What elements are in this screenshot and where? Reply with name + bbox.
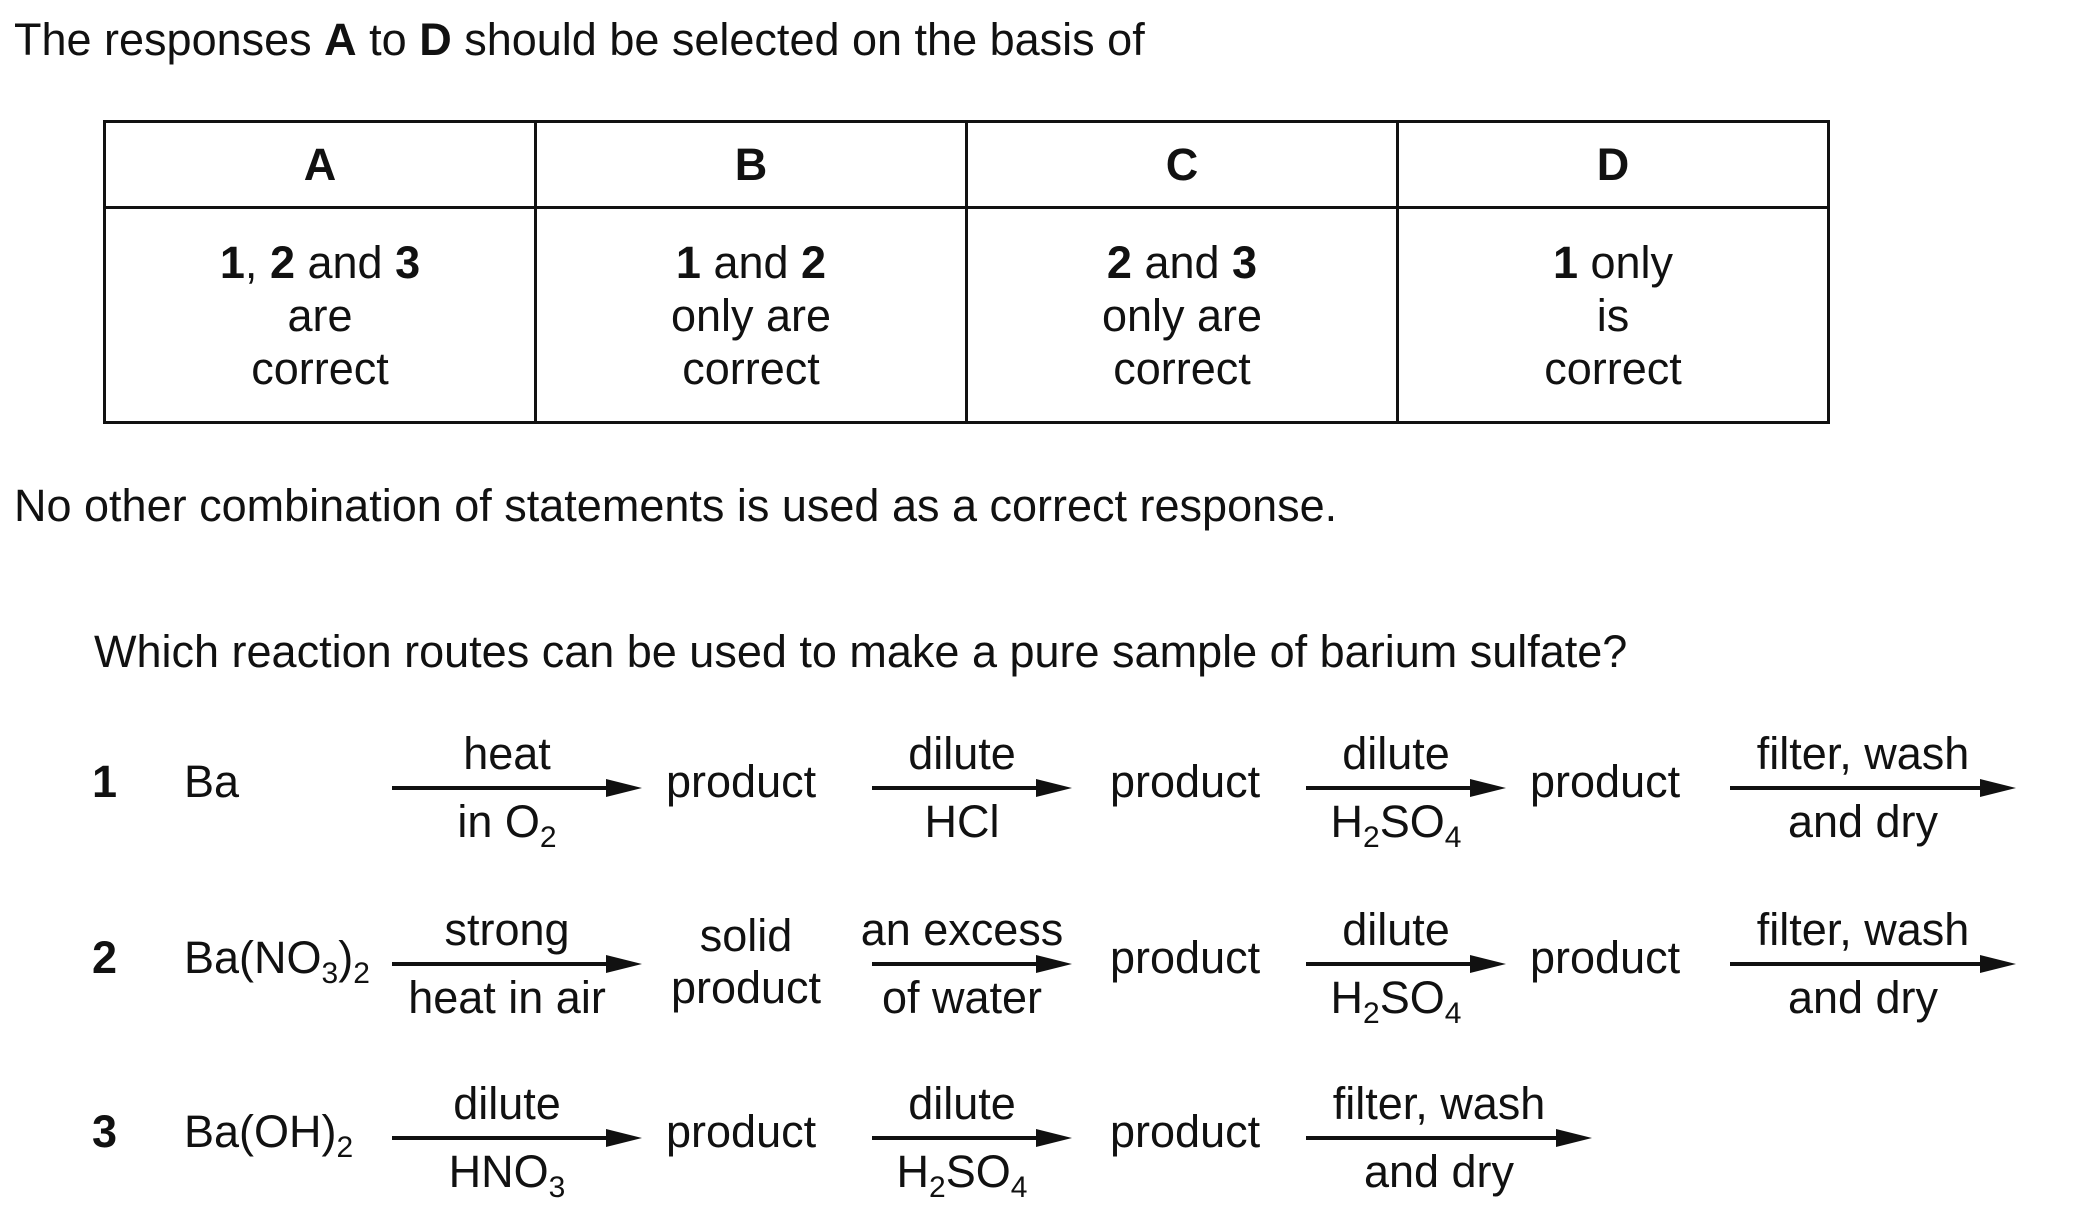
intro-text — [14, 14, 1145, 66]
intro-pre: The responses — [14, 14, 325, 65]
route-2-arrow-3-h: H — [1330, 972, 1364, 1023]
key-c-line2: only are — [1101, 289, 1263, 341]
route-2-arrow-1-below: heat in air — [408, 972, 606, 1023]
route-1-arrow-3-h: H — [1330, 796, 1364, 847]
key-c-line3: correct — [1113, 342, 1251, 394]
route-3-product-1: product — [666, 1106, 817, 1157]
key-c-sep1: and — [1131, 236, 1233, 288]
key-cell-a — [105, 208, 536, 423]
route-1-arrow-3-below — [1286, 796, 1506, 854]
route-2-number: 2 — [92, 932, 118, 983]
key-cell-d — [1398, 208, 1829, 423]
route-3-arrow-2-h: H — [896, 1146, 930, 1197]
key-d-sep1: only — [1577, 236, 1674, 288]
route-1-arrow-3-sub2: 4 — [1444, 821, 1462, 854]
route-2-arrow-4-above: filter, wash — [1756, 904, 1970, 955]
key-a-sep1: , — [244, 236, 270, 288]
route-3-start-sub: 2 — [336, 1131, 354, 1164]
key-c-num1: 2 — [1106, 236, 1132, 288]
key-b-line2: only are — [670, 289, 832, 341]
key-b-line3: correct — [682, 342, 820, 394]
key-cell-c — [967, 208, 1398, 423]
key-header-row — [105, 122, 1829, 208]
route-1-arrow-2-above: dilute — [908, 728, 1016, 779]
route-2-solid-line2: product — [670, 962, 822, 1013]
key-b-num2: 2 — [801, 236, 827, 288]
route-2-arrow-2-above: an excess — [860, 904, 1064, 955]
route-2-solid-product — [662, 910, 830, 1014]
route-1-arrow-3-above: dilute — [1342, 728, 1450, 779]
route-3-arrow-1-below — [372, 1146, 642, 1204]
route-2-arrow-1-above: strong — [444, 904, 570, 955]
response-key-table — [103, 120, 1830, 424]
key-c-num2: 3 — [1232, 236, 1258, 288]
route-2-arrow-2-below: of water — [881, 972, 1043, 1023]
route-1-product-1: product — [666, 756, 817, 807]
key-header-c: C — [967, 122, 1398, 208]
route-2-solid-line1: solid — [699, 910, 793, 961]
intro-mid: to — [356, 14, 420, 65]
note-text: No other combination of statements is used as a correct response. — [14, 480, 1338, 531]
route-1-product-2: product — [1110, 756, 1261, 807]
key-body-row — [105, 208, 1829, 423]
intro-d: D — [419, 14, 452, 65]
route-3-arrow-2-below — [852, 1146, 1072, 1204]
intro-a: A — [324, 14, 357, 65]
route-1-arrow-3-sub1: 2 — [1363, 821, 1380, 854]
key-a-line3: correct — [251, 342, 389, 394]
route-1-arrow-1-above: heat — [463, 728, 551, 779]
route-2-start-mid: ) — [338, 932, 354, 983]
key-d-num1: 1 — [1552, 236, 1578, 288]
intro-post: should be selected on the basis of — [451, 14, 1145, 65]
key-b-sep1: and — [700, 236, 802, 288]
route-1-start: Ba — [184, 756, 240, 807]
key-a-line2: are — [287, 289, 353, 341]
route-2-arrow-4-below: and dry — [1787, 972, 1939, 1023]
route-3-arrow-2-sub2: 4 — [1010, 1171, 1028, 1204]
route-1-product-3: product — [1530, 756, 1681, 807]
route-1-arrow-1-below — [372, 796, 642, 854]
route-3-start-pre: Ba(OH) — [184, 1106, 337, 1157]
route-3-arrow-3-below: and dry — [1363, 1146, 1515, 1197]
route-3-arrow-1-below-text: HNO — [448, 1146, 549, 1197]
route-2-start-sub1: 3 — [321, 957, 339, 990]
route-1-arrow-4-below: and dry — [1787, 796, 1939, 847]
route-3-product-2: product — [1110, 1106, 1261, 1157]
route-2-start — [184, 932, 370, 990]
key-header-d: D — [1398, 122, 1829, 208]
route-1-arrow-1-below-sub: 2 — [539, 821, 557, 854]
route-3-arrow-2-sub1: 2 — [929, 1171, 946, 1204]
key-b-num1: 1 — [675, 236, 701, 288]
key-header-a: A — [105, 122, 536, 208]
key-header-b: B — [536, 122, 967, 208]
route-2-arrow-3-sub2: 4 — [1444, 997, 1462, 1030]
route-3-arrow-1-below-sub: 3 — [548, 1171, 566, 1204]
route-1-arrow-2-below: HCl — [924, 796, 1000, 847]
route-2-product-3: product — [1530, 932, 1681, 983]
key-a-num2: 2 — [269, 236, 295, 288]
key-a-sep2: and — [294, 236, 396, 288]
route-2-product-2: product — [1110, 932, 1261, 983]
route-2-start-sub2: 2 — [353, 957, 370, 990]
question-text: Which reaction routes can be used to make a pure sample of barium sulfate? — [94, 626, 1628, 677]
route-2-arrow-3-below — [1286, 972, 1506, 1030]
route-3-arrow-2-so: SO — [945, 1146, 1011, 1197]
route-2-arrow-3-so: SO — [1379, 972, 1445, 1023]
key-d-line3: correct — [1544, 342, 1682, 394]
route-3-arrow-3-above: filter, wash — [1332, 1078, 1546, 1129]
route-1-arrow-1-below-text: in O — [457, 796, 540, 847]
route-2-start-pre: Ba(NO — [184, 932, 322, 983]
route-3-arrow-2-above: dilute — [908, 1078, 1016, 1129]
route-3-arrow-1-above: dilute — [453, 1078, 561, 1129]
key-a-num3: 3 — [395, 236, 421, 288]
key-a-num1: 1 — [219, 236, 245, 288]
route-1-number: 1 — [92, 756, 118, 807]
route-3-start — [184, 1106, 354, 1164]
route-2-arrow-3-sub1: 2 — [1363, 997, 1380, 1030]
route-1-arrow-4-above: filter, wash — [1756, 728, 1970, 779]
route-3-number: 3 — [92, 1106, 118, 1157]
route-2-arrow-3-above: dilute — [1342, 904, 1450, 955]
key-d-line2: is — [1596, 289, 1630, 341]
route-1-arrow-3-so: SO — [1379, 796, 1445, 847]
key-cell-b — [536, 208, 967, 423]
